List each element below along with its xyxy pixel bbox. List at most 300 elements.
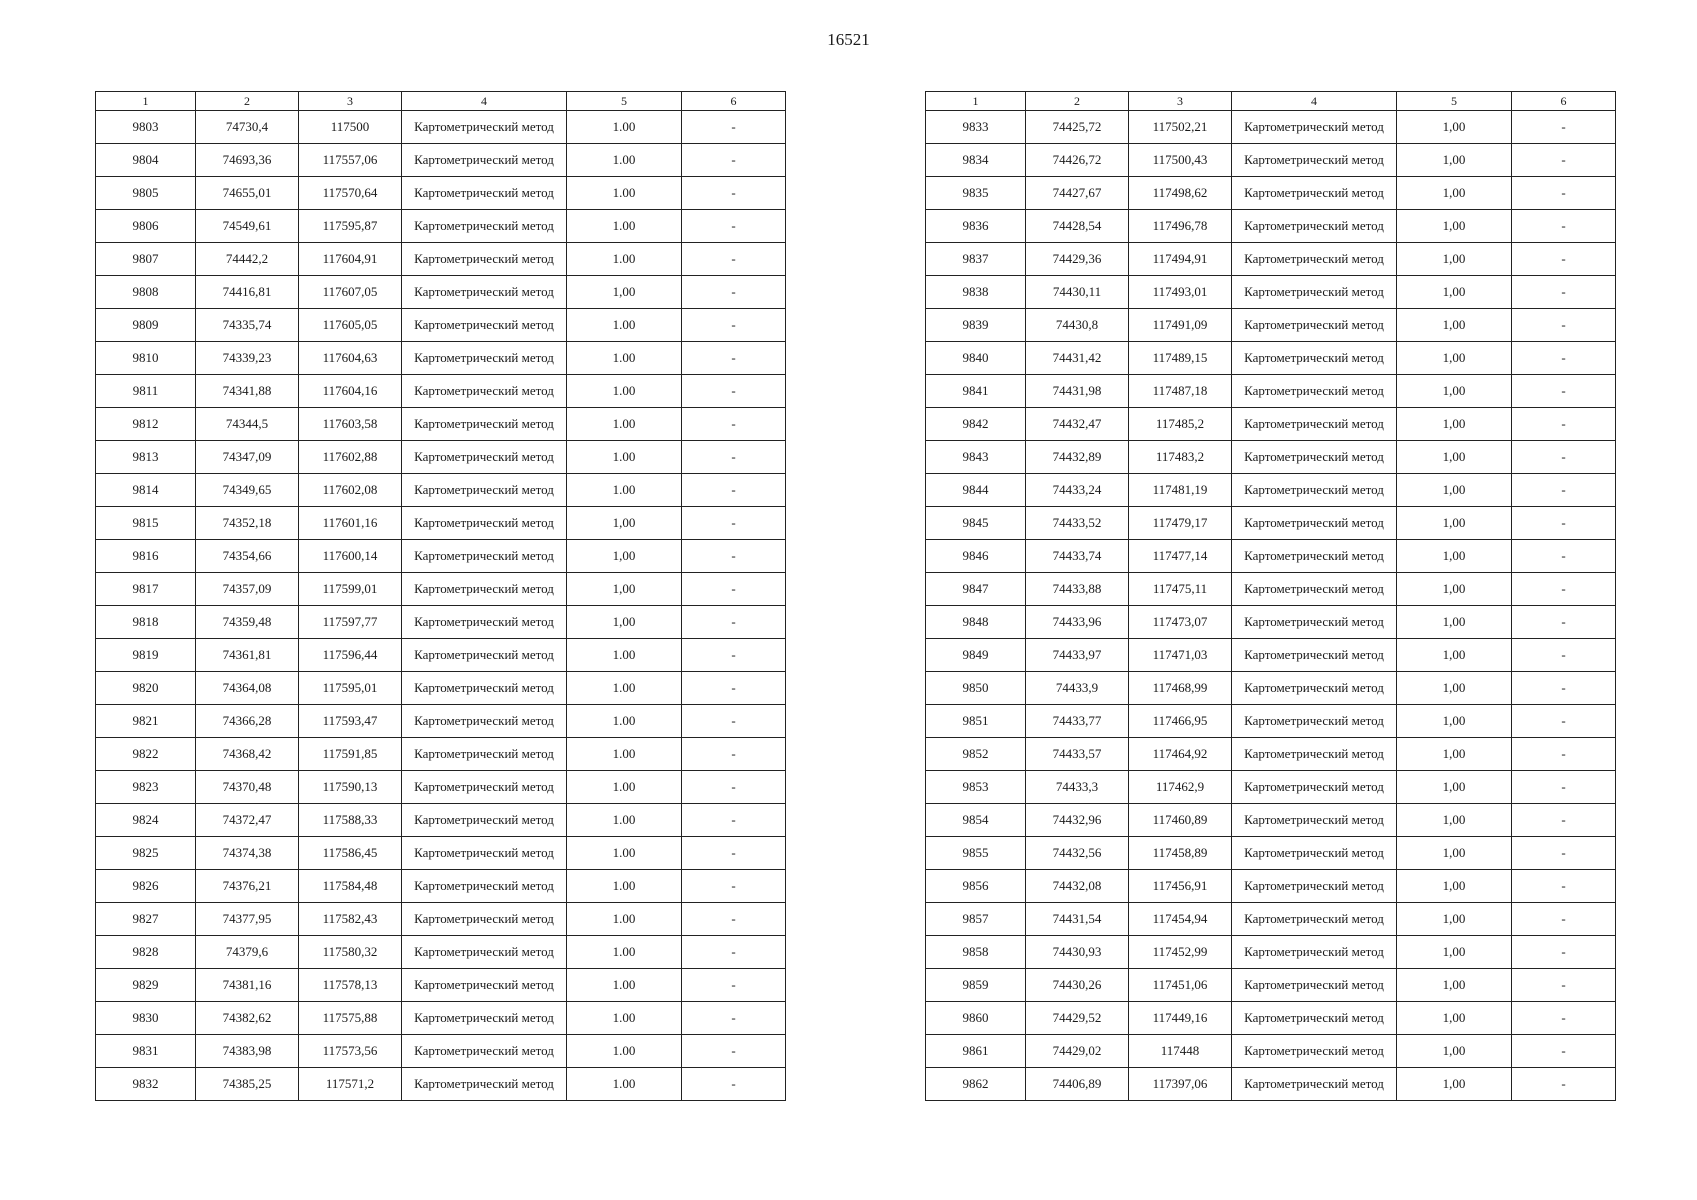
accuracy-cell: 1,00 bbox=[1397, 177, 1512, 210]
table-row bbox=[96, 738, 786, 771]
note-cell: - bbox=[682, 441, 786, 474]
accuracy-cell: 1,00 bbox=[1397, 210, 1512, 243]
note-cell: - bbox=[682, 705, 786, 738]
x-coordinate-cell: 74366,28 bbox=[196, 705, 299, 738]
note-cell: - bbox=[1512, 243, 1616, 276]
accuracy-cell: 1,00 bbox=[1397, 837, 1512, 870]
point-number-cell: 9862 bbox=[926, 1068, 1026, 1101]
x-coordinate-cell: 74431,42 bbox=[1026, 342, 1129, 375]
table-row bbox=[96, 210, 786, 243]
accuracy-cell: 1.00 bbox=[567, 672, 682, 705]
point-number-cell: 9807 bbox=[96, 243, 196, 276]
x-coordinate-cell: 74433,52 bbox=[1026, 507, 1129, 540]
point-number-cell: 9852 bbox=[926, 738, 1026, 771]
table-row bbox=[926, 639, 1616, 672]
note-cell: - bbox=[1512, 177, 1616, 210]
method-cell: Картометрический метод bbox=[402, 771, 567, 804]
accuracy-cell: 1.00 bbox=[567, 837, 682, 870]
y-coordinate-cell: 117468,99 bbox=[1129, 672, 1232, 705]
x-coordinate-cell: 74382,62 bbox=[196, 1002, 299, 1035]
note-cell: - bbox=[1512, 210, 1616, 243]
point-number-cell: 9834 bbox=[926, 144, 1026, 177]
accuracy-cell: 1,00 bbox=[1397, 705, 1512, 738]
note-cell: - bbox=[1512, 375, 1616, 408]
method-cell: Картометрический метод bbox=[1232, 705, 1397, 738]
note-cell: - bbox=[682, 1002, 786, 1035]
point-number-cell: 9803 bbox=[96, 111, 196, 144]
accuracy-cell: 1,00 bbox=[1397, 111, 1512, 144]
note-cell: - bbox=[682, 375, 786, 408]
page-number: 16521 bbox=[827, 30, 870, 49]
y-coordinate-cell: 117489,15 bbox=[1129, 342, 1232, 375]
method-cell: Картометрический метод bbox=[402, 441, 567, 474]
accuracy-cell: 1.00 bbox=[567, 771, 682, 804]
x-coordinate-cell: 74430,26 bbox=[1026, 969, 1129, 1002]
x-coordinate-cell: 74432,56 bbox=[1026, 837, 1129, 870]
method-cell: Картометрический метод bbox=[402, 606, 567, 639]
note-cell: - bbox=[1512, 276, 1616, 309]
method-cell: Картометрический метод bbox=[1232, 870, 1397, 903]
point-number-cell: 9821 bbox=[96, 705, 196, 738]
table-row bbox=[96, 870, 786, 903]
method-cell: Картометрический метод bbox=[1232, 441, 1397, 474]
y-coordinate-cell: 117500 bbox=[299, 111, 402, 144]
table-row bbox=[926, 309, 1616, 342]
method-cell: Картометрический метод bbox=[402, 969, 567, 1002]
table-row bbox=[96, 111, 786, 144]
x-coordinate-cell: 74442,2 bbox=[196, 243, 299, 276]
table-row bbox=[926, 540, 1616, 573]
note-cell: - bbox=[1512, 144, 1616, 177]
table-row bbox=[926, 672, 1616, 705]
accuracy-cell: 1.00 bbox=[567, 342, 682, 375]
accuracy-cell: 1,00 bbox=[1397, 1002, 1512, 1035]
y-coordinate-cell: 117588,33 bbox=[299, 804, 402, 837]
method-cell: Картометрический метод bbox=[1232, 309, 1397, 342]
point-number-cell: 9861 bbox=[926, 1035, 1026, 1068]
y-coordinate-cell: 117481,19 bbox=[1129, 474, 1232, 507]
table-row bbox=[96, 309, 786, 342]
method-cell: Картометрический метод bbox=[402, 705, 567, 738]
method-cell: Картометрический метод bbox=[1232, 111, 1397, 144]
x-coordinate-cell: 74432,47 bbox=[1026, 408, 1129, 441]
x-coordinate-cell: 74335,74 bbox=[196, 309, 299, 342]
table-row bbox=[96, 639, 786, 672]
method-cell: Картометрический метод bbox=[1232, 771, 1397, 804]
table-row bbox=[96, 804, 786, 837]
note-cell: - bbox=[682, 969, 786, 1002]
note-cell: - bbox=[1512, 705, 1616, 738]
table-row bbox=[96, 276, 786, 309]
method-cell: Картометрический метод bbox=[1232, 474, 1397, 507]
accuracy-cell: 1,00 bbox=[1397, 606, 1512, 639]
point-number-cell: 9828 bbox=[96, 936, 196, 969]
point-number-cell: 9831 bbox=[96, 1035, 196, 1068]
y-coordinate-cell: 117498,62 bbox=[1129, 177, 1232, 210]
note-cell: - bbox=[682, 606, 786, 639]
x-coordinate-cell: 74433,57 bbox=[1026, 738, 1129, 771]
table-row bbox=[926, 243, 1616, 276]
header-row bbox=[96, 92, 786, 111]
note-cell: - bbox=[682, 111, 786, 144]
column-header: 6 bbox=[1512, 92, 1616, 111]
accuracy-cell: 1.00 bbox=[567, 1035, 682, 1068]
point-number-cell: 9806 bbox=[96, 210, 196, 243]
method-cell: Картометрический метод bbox=[402, 507, 567, 540]
y-coordinate-cell: 117584,48 bbox=[299, 870, 402, 903]
y-coordinate-cell: 117454,94 bbox=[1129, 903, 1232, 936]
table-row bbox=[96, 342, 786, 375]
note-cell: - bbox=[1512, 771, 1616, 804]
note-cell: - bbox=[1512, 639, 1616, 672]
point-number-cell: 9841 bbox=[926, 375, 1026, 408]
method-cell: Картометрический метод bbox=[402, 243, 567, 276]
y-coordinate-cell: 117570,64 bbox=[299, 177, 402, 210]
point-number-cell: 9833 bbox=[926, 111, 1026, 144]
accuracy-cell: 1.00 bbox=[567, 210, 682, 243]
accuracy-cell: 1,00 bbox=[567, 276, 682, 309]
y-coordinate-cell: 117477,14 bbox=[1129, 540, 1232, 573]
x-coordinate-cell: 74431,54 bbox=[1026, 903, 1129, 936]
method-cell: Картометрический метод bbox=[1232, 837, 1397, 870]
y-coordinate-cell: 117582,43 bbox=[299, 903, 402, 936]
accuracy-cell: 1.00 bbox=[567, 1068, 682, 1101]
x-coordinate-cell: 74730,4 bbox=[196, 111, 299, 144]
point-number-cell: 9842 bbox=[926, 408, 1026, 441]
table-row bbox=[926, 1002, 1616, 1035]
method-cell: Картометрический метод bbox=[402, 903, 567, 936]
note-cell: - bbox=[682, 870, 786, 903]
accuracy-cell: 1,00 bbox=[1397, 969, 1512, 1002]
y-coordinate-cell: 117590,13 bbox=[299, 771, 402, 804]
method-cell: Картометрический метод bbox=[1232, 606, 1397, 639]
method-cell: Картометрический метод bbox=[402, 375, 567, 408]
accuracy-cell: 1,00 bbox=[567, 606, 682, 639]
method-cell: Картометрический метод bbox=[402, 804, 567, 837]
column-header: 3 bbox=[1129, 92, 1232, 111]
note-cell: - bbox=[1512, 342, 1616, 375]
x-coordinate-cell: 74372,47 bbox=[196, 804, 299, 837]
method-cell: Картометрический метод bbox=[402, 540, 567, 573]
accuracy-cell: 1,00 bbox=[1397, 408, 1512, 441]
table-row bbox=[96, 672, 786, 705]
note-cell: - bbox=[682, 243, 786, 276]
y-coordinate-cell: 117597,77 bbox=[299, 606, 402, 639]
x-coordinate-cell: 74426,72 bbox=[1026, 144, 1129, 177]
accuracy-cell: 1,00 bbox=[1397, 672, 1512, 705]
point-number-cell: 9830 bbox=[96, 1002, 196, 1035]
accuracy-cell: 1,00 bbox=[567, 573, 682, 606]
accuracy-cell: 1.00 bbox=[567, 441, 682, 474]
table-row bbox=[926, 969, 1616, 1002]
point-number-cell: 9859 bbox=[926, 969, 1026, 1002]
note-cell: - bbox=[1512, 969, 1616, 1002]
method-cell: Картометрический метод bbox=[402, 144, 567, 177]
accuracy-cell: 1.00 bbox=[567, 639, 682, 672]
y-coordinate-cell: 117460,89 bbox=[1129, 804, 1232, 837]
method-cell: Картометрический метод bbox=[1232, 903, 1397, 936]
method-cell: Картометрический метод bbox=[402, 1002, 567, 1035]
accuracy-cell: 1,00 bbox=[1397, 1035, 1512, 1068]
table-row bbox=[96, 408, 786, 441]
note-cell: - bbox=[1512, 1002, 1616, 1035]
x-coordinate-cell: 74425,72 bbox=[1026, 111, 1129, 144]
table-row bbox=[96, 144, 786, 177]
table-row bbox=[96, 1035, 786, 1068]
y-coordinate-cell: 117604,16 bbox=[299, 375, 402, 408]
accuracy-cell: 1,00 bbox=[1397, 804, 1512, 837]
y-coordinate-cell: 117593,47 bbox=[299, 705, 402, 738]
x-coordinate-cell: 74385,25 bbox=[196, 1068, 299, 1101]
note-cell: - bbox=[1512, 1068, 1616, 1101]
x-coordinate-cell: 74347,09 bbox=[196, 441, 299, 474]
x-coordinate-cell: 74376,21 bbox=[196, 870, 299, 903]
y-coordinate-cell: 117595,01 bbox=[299, 672, 402, 705]
x-coordinate-cell: 74341,88 bbox=[196, 375, 299, 408]
accuracy-cell: 1.00 bbox=[567, 870, 682, 903]
point-number-cell: 9856 bbox=[926, 870, 1026, 903]
note-cell: - bbox=[682, 672, 786, 705]
method-cell: Картометрический метод bbox=[1232, 969, 1397, 1002]
x-coordinate-cell: 74427,67 bbox=[1026, 177, 1129, 210]
point-number-cell: 9804 bbox=[96, 144, 196, 177]
accuracy-cell: 1.00 bbox=[567, 243, 682, 276]
point-number-cell: 9854 bbox=[926, 804, 1026, 837]
accuracy-cell: 1.00 bbox=[567, 969, 682, 1002]
table-row bbox=[96, 969, 786, 1002]
y-coordinate-cell: 117479,17 bbox=[1129, 507, 1232, 540]
y-coordinate-cell: 117602,08 bbox=[299, 474, 402, 507]
coordinates-table-left bbox=[95, 91, 786, 1101]
table-row bbox=[926, 738, 1616, 771]
table-row bbox=[926, 705, 1616, 738]
y-coordinate-cell: 117496,78 bbox=[1129, 210, 1232, 243]
point-number-cell: 9850 bbox=[926, 672, 1026, 705]
y-coordinate-cell: 117603,58 bbox=[299, 408, 402, 441]
accuracy-cell: 1,00 bbox=[1397, 573, 1512, 606]
y-coordinate-cell: 117602,88 bbox=[299, 441, 402, 474]
table-row bbox=[926, 606, 1616, 639]
x-coordinate-cell: 74433,97 bbox=[1026, 639, 1129, 672]
note-cell: - bbox=[682, 144, 786, 177]
point-number-cell: 9826 bbox=[96, 870, 196, 903]
accuracy-cell: 1,00 bbox=[1397, 342, 1512, 375]
method-cell: Картометрический метод bbox=[1232, 243, 1397, 276]
table-row bbox=[926, 342, 1616, 375]
y-coordinate-cell: 117601,16 bbox=[299, 507, 402, 540]
accuracy-cell: 1,00 bbox=[1397, 276, 1512, 309]
accuracy-cell: 1.00 bbox=[567, 1002, 682, 1035]
method-cell: Картометрический метод bbox=[1232, 375, 1397, 408]
method-cell: Картометрический метод bbox=[402, 936, 567, 969]
method-cell: Картометрический метод bbox=[402, 276, 567, 309]
point-number-cell: 9816 bbox=[96, 540, 196, 573]
accuracy-cell: 1.00 bbox=[567, 804, 682, 837]
x-coordinate-cell: 74430,11 bbox=[1026, 276, 1129, 309]
note-cell: - bbox=[682, 1068, 786, 1101]
y-coordinate-cell: 117487,18 bbox=[1129, 375, 1232, 408]
x-coordinate-cell: 74655,01 bbox=[196, 177, 299, 210]
accuracy-cell: 1.00 bbox=[567, 111, 682, 144]
y-coordinate-cell: 117591,85 bbox=[299, 738, 402, 771]
note-cell: - bbox=[1512, 408, 1616, 441]
method-cell: Картометрический метод bbox=[402, 474, 567, 507]
note-cell: - bbox=[1512, 573, 1616, 606]
point-number-cell: 9853 bbox=[926, 771, 1026, 804]
table-row bbox=[926, 837, 1616, 870]
x-coordinate-cell: 74364,08 bbox=[196, 672, 299, 705]
method-cell: Картометрический метод bbox=[1232, 573, 1397, 606]
x-coordinate-cell: 74433,9 bbox=[1026, 672, 1129, 705]
table-row bbox=[926, 1068, 1616, 1101]
x-coordinate-cell: 74432,08 bbox=[1026, 870, 1129, 903]
point-number-cell: 9847 bbox=[926, 573, 1026, 606]
method-cell: Картометрический метод bbox=[1232, 210, 1397, 243]
method-cell: Картометрический метод bbox=[1232, 507, 1397, 540]
table-row bbox=[926, 408, 1616, 441]
table-row bbox=[926, 804, 1616, 837]
column-header: 1 bbox=[926, 92, 1026, 111]
note-cell: - bbox=[682, 342, 786, 375]
note-cell: - bbox=[682, 573, 786, 606]
x-coordinate-cell: 74432,89 bbox=[1026, 441, 1129, 474]
table-row bbox=[926, 870, 1616, 903]
y-coordinate-cell: 117458,89 bbox=[1129, 837, 1232, 870]
accuracy-cell: 1,00 bbox=[1397, 903, 1512, 936]
x-coordinate-cell: 74370,48 bbox=[196, 771, 299, 804]
accuracy-cell: 1.00 bbox=[567, 309, 682, 342]
table-body-right bbox=[926, 111, 1616, 1101]
y-coordinate-cell: 117573,56 bbox=[299, 1035, 402, 1068]
method-cell: Картометрический метод bbox=[402, 111, 567, 144]
x-coordinate-cell: 74416,81 bbox=[196, 276, 299, 309]
table-row bbox=[96, 903, 786, 936]
accuracy-cell: 1,00 bbox=[567, 540, 682, 573]
method-cell: Картометрический метод bbox=[1232, 408, 1397, 441]
note-cell: - bbox=[682, 771, 786, 804]
point-number-cell: 9805 bbox=[96, 177, 196, 210]
note-cell: - bbox=[682, 507, 786, 540]
accuracy-cell: 1,00 bbox=[1397, 936, 1512, 969]
accuracy-cell: 1,00 bbox=[1397, 441, 1512, 474]
method-cell: Картометрический метод bbox=[402, 210, 567, 243]
table-row bbox=[926, 1035, 1616, 1068]
table-row bbox=[96, 441, 786, 474]
accuracy-cell: 1.00 bbox=[567, 177, 682, 210]
note-cell: - bbox=[682, 474, 786, 507]
table-row bbox=[926, 936, 1616, 969]
point-number-cell: 9839 bbox=[926, 309, 1026, 342]
point-number-cell: 9844 bbox=[926, 474, 1026, 507]
x-coordinate-cell: 74377,95 bbox=[196, 903, 299, 936]
y-coordinate-cell: 117483,2 bbox=[1129, 441, 1232, 474]
x-coordinate-cell: 74383,98 bbox=[196, 1035, 299, 1068]
y-coordinate-cell: 117575,88 bbox=[299, 1002, 402, 1035]
point-number-cell: 9815 bbox=[96, 507, 196, 540]
x-coordinate-cell: 74433,3 bbox=[1026, 771, 1129, 804]
y-coordinate-cell: 117448 bbox=[1129, 1035, 1232, 1068]
y-coordinate-cell: 117607,05 bbox=[299, 276, 402, 309]
method-cell: Картометрический метод bbox=[1232, 672, 1397, 705]
method-cell: Картометрический метод bbox=[402, 639, 567, 672]
x-coordinate-cell: 74381,16 bbox=[196, 969, 299, 1002]
method-cell: Картометрический метод bbox=[402, 408, 567, 441]
x-coordinate-cell: 74430,8 bbox=[1026, 309, 1129, 342]
accuracy-cell: 1,00 bbox=[1397, 738, 1512, 771]
point-number-cell: 9811 bbox=[96, 375, 196, 408]
x-coordinate-cell: 74357,09 bbox=[196, 573, 299, 606]
note-cell: - bbox=[682, 210, 786, 243]
table-row bbox=[926, 144, 1616, 177]
x-coordinate-cell: 74429,36 bbox=[1026, 243, 1129, 276]
x-coordinate-cell: 74433,77 bbox=[1026, 705, 1129, 738]
column-header: 2 bbox=[196, 92, 299, 111]
note-cell: - bbox=[1512, 870, 1616, 903]
note-cell: - bbox=[1512, 1035, 1616, 1068]
note-cell: - bbox=[682, 837, 786, 870]
table-row bbox=[926, 507, 1616, 540]
point-number-cell: 9843 bbox=[926, 441, 1026, 474]
point-number-cell: 9836 bbox=[926, 210, 1026, 243]
y-coordinate-cell: 117586,45 bbox=[299, 837, 402, 870]
x-coordinate-cell: 74433,24 bbox=[1026, 474, 1129, 507]
point-number-cell: 9829 bbox=[96, 969, 196, 1002]
note-cell: - bbox=[682, 276, 786, 309]
method-cell: Картометрический метод bbox=[402, 1068, 567, 1101]
method-cell: Картометрический метод bbox=[1232, 540, 1397, 573]
note-cell: - bbox=[682, 309, 786, 342]
y-coordinate-cell: 117557,06 bbox=[299, 144, 402, 177]
note-cell: - bbox=[1512, 672, 1616, 705]
note-cell: - bbox=[682, 177, 786, 210]
y-coordinate-cell: 117485,2 bbox=[1129, 408, 1232, 441]
x-coordinate-cell: 74349,65 bbox=[196, 474, 299, 507]
x-coordinate-cell: 74429,52 bbox=[1026, 1002, 1129, 1035]
method-cell: Картометрический метод bbox=[1232, 342, 1397, 375]
note-cell: - bbox=[682, 639, 786, 672]
method-cell: Картометрический метод bbox=[1232, 276, 1397, 309]
y-coordinate-cell: 117493,01 bbox=[1129, 276, 1232, 309]
y-coordinate-cell: 117475,11 bbox=[1129, 573, 1232, 606]
point-number-cell: 9838 bbox=[926, 276, 1026, 309]
x-coordinate-cell: 74431,98 bbox=[1026, 375, 1129, 408]
y-coordinate-cell: 117502,21 bbox=[1129, 111, 1232, 144]
accuracy-cell: 1,00 bbox=[567, 507, 682, 540]
x-coordinate-cell: 74352,18 bbox=[196, 507, 299, 540]
table-row bbox=[926, 177, 1616, 210]
point-number-cell: 9840 bbox=[926, 342, 1026, 375]
y-coordinate-cell: 117595,87 bbox=[299, 210, 402, 243]
note-cell: - bbox=[1512, 903, 1616, 936]
table-row bbox=[96, 375, 786, 408]
accuracy-cell: 1.00 bbox=[567, 474, 682, 507]
point-number-cell: 9812 bbox=[96, 408, 196, 441]
y-coordinate-cell: 117600,14 bbox=[299, 540, 402, 573]
y-coordinate-cell: 117580,32 bbox=[299, 936, 402, 969]
accuracy-cell: 1.00 bbox=[567, 936, 682, 969]
x-coordinate-cell: 74368,42 bbox=[196, 738, 299, 771]
table-row bbox=[96, 837, 786, 870]
table-row bbox=[926, 276, 1616, 309]
table-row bbox=[96, 705, 786, 738]
note-cell: - bbox=[1512, 837, 1616, 870]
point-number-cell: 9817 bbox=[96, 573, 196, 606]
method-cell: Картометрический метод bbox=[1232, 144, 1397, 177]
x-coordinate-cell: 74433,96 bbox=[1026, 606, 1129, 639]
y-coordinate-cell: 117473,07 bbox=[1129, 606, 1232, 639]
accuracy-cell: 1.00 bbox=[567, 738, 682, 771]
y-coordinate-cell: 117462,9 bbox=[1129, 771, 1232, 804]
